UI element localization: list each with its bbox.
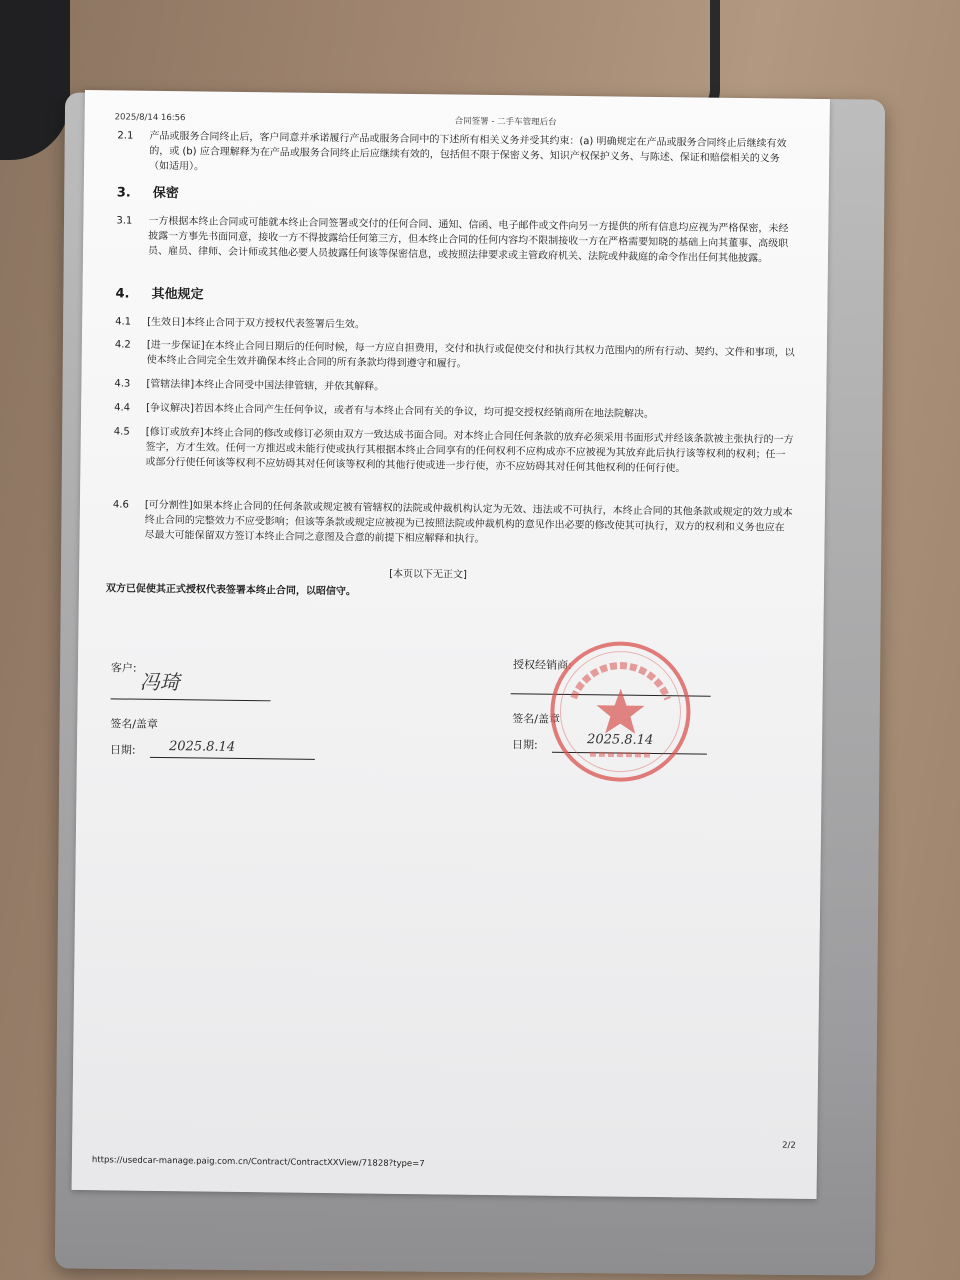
clause-4-3 [114, 376, 794, 399]
section-title: 其他规定 [151, 286, 204, 303]
clause-text: 一方根据本终止合同或可能就本终止合同签署或交付的任何合同、通知、信函、电子邮件或文件向另一方提供的所有信息均应视为严格保密，未经披露一方事先书面同意，接收一方不得披露给任何第三方，但本终止合同的任何内容均不限制接收一方在严格需要知晓的基础上向其董事、高级职员、雇员、律师、会计师或其他必要人员披露任何该等保密信息，或按照法律要求或主管政府机关、法院或仲裁庭的命令作出任何其他披露。 [147, 215, 789, 265]
clause-4-5 [113, 424, 793, 477]
clause-number: 4.2 [114, 339, 131, 351]
print-header [114, 110, 800, 128]
clause-text: [修订或放弃]本终止合同的修改或修订必须由双方一致达成书面合同。对本终止合同任何条款的放弃必须采用书面形式并经该条款被主张执行的一方签字，方才生效。任何一方推迟或未能行使或执行其根据本终止合同享有的任何权利不应构成亦不应被视为其放弃此后执行该等权利的权利；任一或部分行使任何该等权利不应妨碍其对任何该等权利的其他行使或进一步行使，亦不应妨碍其对任何其他权利的任何行使。 [145, 426, 794, 475]
clause-text: [生效日]本终止合同于双方授权代表签署后生效。 [147, 316, 366, 331]
clause-text: [可分割性]如果本终止合同的任何条款或规定被有管辖权的法院或仲裁机构认定为无效、违法或不可执行，本终止合同的其他条款或规定的效力或本终止合同的完整效力不应受影响；但该等条款或规定应被视为已按照法院或仲裁机构的意见作出必要的修改使其可执行，双方的权利和义务也应在尽最大可能保留双方签订本终止合同之意图及合意的前提下相应解释和执行。 [144, 499, 793, 545]
customer-name-line [111, 698, 271, 701]
section-3-heading [117, 185, 179, 201]
background-cable [0, 0, 70, 160]
closing-statement: 双方已促使其正式授权代表签署本终止合同，以昭信守。 [105, 583, 356, 598]
customer-label: 客户: [110, 661, 137, 675]
dealer-date-handwritten: 2025.8.14 [587, 732, 654, 748]
clause-number: 2.1 [117, 130, 134, 142]
clause-number: 3.1 [116, 215, 133, 227]
clause-text: [进一步保证]在本终止合同日期后的任何时候，每一方应自担费用，交付和执行或促使交付和执行其权力范围内的所有行动、契约、文件和事项，以使本终止合同完全生效并确保本终止合同的所有条款均得到遵守和履行。 [146, 339, 795, 370]
clause-4-2 [115, 337, 795, 375]
clause-3-1 [116, 213, 796, 266]
section-number: 4. [115, 286, 130, 302]
clause-4-6 [112, 497, 792, 550]
clause-number: 4.4 [114, 402, 131, 414]
print-url: https://usedcar-manage.paig.com.cn/Contract/ContractXXView/71828?type=7 [91, 1155, 425, 1170]
company-seal-stamp [545, 636, 697, 788]
clause-text: [争议解决]若因本终止合同产生任何争议，或者有与本终止合同有关的争议，均可提交授权经销商所在地法院解决。 [146, 402, 654, 420]
customer-date-line [150, 757, 315, 760]
print-title: 合同签署 - 二手车管理后台 [454, 116, 557, 128]
dealer-sign-label: 签名/盖章 [512, 712, 561, 726]
customer-sign-label: 签名/盖章 [110, 717, 159, 731]
clause-text: [管辖法律]本终止合同受中国法律管辖，并依其解释。 [146, 378, 385, 393]
section-number: 3. [116, 185, 131, 201]
section-4-heading [115, 286, 203, 302]
dealer-date-label: 日期: [511, 738, 538, 752]
customer-date-label: 日期: [109, 743, 136, 757]
clause-text: 产品或服务合同终止后，客户同意并承诺履行产品或服务合同中的下述所有相关义务并受其约束：(a) 明确规定在产品或服务合同终止后继续有效的，或 (b) 应合理解释为在产品或服务合同终止后应继续有效的，包括但不限于保密义务、知识产权保护义务、与陈述、保证和赔偿相关的义务（如适用）。 [149, 130, 787, 173]
clause-number: 4.1 [115, 316, 132, 328]
dealer-label: 授权经销商: [512, 658, 572, 672]
clause-2-1 [117, 128, 797, 181]
end-of-text-note: [本页以下无正文] [389, 568, 467, 581]
clause-4-1 [115, 314, 795, 337]
contract-page [72, 90, 830, 1199]
clause-4-4 [114, 400, 794, 423]
clause-number: 4.5 [113, 426, 130, 438]
customer-signature-handwritten: 冯琦 [139, 669, 180, 695]
customer-date-handwritten: 2025.8.14 [168, 739, 236, 755]
page-number: 2/2 [782, 1140, 796, 1151]
clause-number: 4.6 [112, 499, 129, 511]
clause-number: 4.3 [114, 378, 131, 390]
print-datetime: 2025/8/14 16:56 [114, 112, 186, 124]
section-title: 保密 [152, 185, 179, 202]
